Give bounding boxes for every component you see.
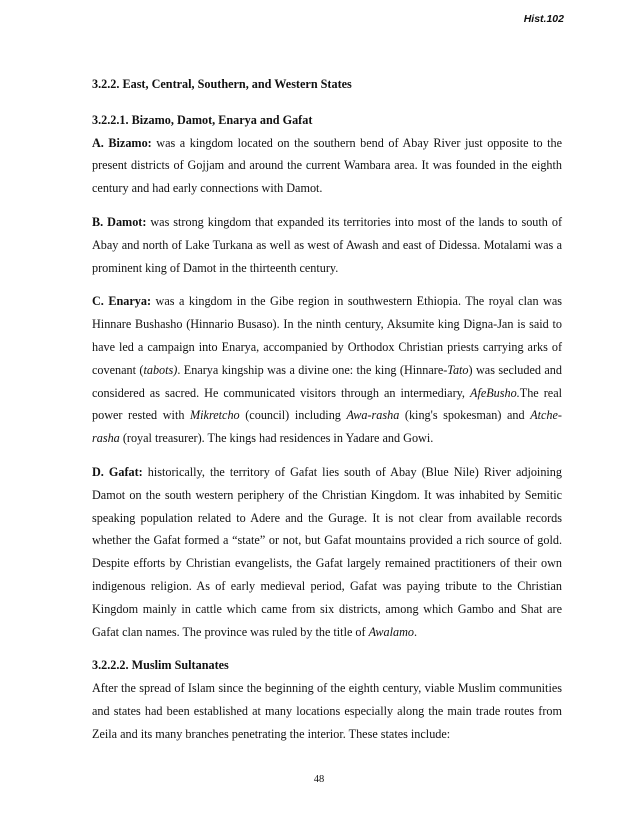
text-gafat-2: .	[413, 624, 418, 639]
text-gafat-1: historically, the territory of Gafat lies south of Abay (Blue Nile) River adjoining Damot on the south western periphery of the Christian Kingdom. It was inhabited by Semitic speaking population related to Adere and the Gurage. It is not clear from available records whether the Gafat formed a “state” or not, but Gafat mountains provided a rich source of gold. Despite efforts by Christian evangelists, the Gafat largely remained practitioners of their own indigenous religion. As of early medieval period, Gafat was paying tribute to the Christian Kingdom mainly in cattle which came from six districts, among which Gambo and Shat are Gafat clan names. The province was ruled by the title of	[92, 464, 562, 639]
paragraph-damot	[92, 211, 562, 279]
italic-atche-rasha: Atche-rasha	[92, 408, 562, 446]
page-body	[92, 73, 562, 757]
page-number: 48	[313, 774, 325, 785]
text-enarya-5: (council) including	[239, 408, 347, 423]
paragraph-muslim-sultanates: After the spread of Islam since the beginning of the eighth century, viable Muslim communities and states had been established at many locations especially along the main trade routes from Zeila and its many branches penetrating the interior. These states include:	[92, 681, 562, 741]
text-damot: was strong kingdom that expanded its territories into most of the lands to south of Abay and north of Lake Turkana as well as west of Awash and east of Didessa. Motalami was a prominent king of Damot in the thirteenth century.	[92, 214, 562, 275]
term-damot: B. Damot:	[92, 214, 147, 229]
term-gafat: D. Gafat:	[92, 464, 143, 479]
text-enarya-7: (royal treasurer). The kings had residences in Yadare and Gowi.	[119, 431, 434, 446]
text-enarya-6: (king's spokesman) and	[399, 408, 531, 423]
text-enarya-4: The real power rested with	[92, 385, 562, 423]
text-enarya-2: . Enarya kingship was a divine one: the king (Hinnare-	[177, 362, 448, 377]
term-bizamo: A. Bizamo:	[92, 135, 152, 150]
paragraph-bizamo	[92, 132, 562, 200]
italic-tato: Tato	[447, 362, 469, 377]
text-enarya-3: ) was secluded and considered as sacred. He communicated visitors through an intermediary,	[92, 362, 562, 400]
paragraph-enarya	[92, 290, 562, 450]
italic-awalamo: Awalamo	[368, 624, 414, 639]
italic-mikretcho: Mikretcho	[190, 408, 240, 423]
italic-afebusho: AfeBusho.	[470, 385, 520, 400]
subsection-heading-states: 3.2.2.1. Bizamo, Damot, Enarya and Gafat	[92, 112, 313, 127]
text-enarya-1: was a kingdom in the Gibe region in southwestern Ethiopia. The royal clan was Hinnare Bushasho (Hinnario Busaso). In the ninth century, Aksumite king Digna-Jan is said to have led a campaign into Enarya, accompanied by Orthodox Christian priests carrying arks of covenant (	[92, 294, 563, 377]
section-heading: 3.2.2. East, Central, Southern, and Western States	[92, 77, 352, 91]
paragraph-gafat	[92, 461, 562, 643]
subsection-heading-sultanates: 3.2.2.2. Muslim Sultanates	[92, 658, 229, 673]
italic-awa-rasha: Awa-rasha	[346, 408, 400, 423]
term-enarya: C. Enarya:	[92, 294, 152, 309]
course-code-header: Hist.102	[523, 13, 564, 25]
italic-tabots: tabots)	[143, 362, 178, 377]
text-bizamo: was a kingdom located on the southern bend of Abay River just opposite to the present districts of Gojjam and around the current Wambara area. It was founded in the eighth century and had early connections with Damot.	[92, 135, 562, 196]
